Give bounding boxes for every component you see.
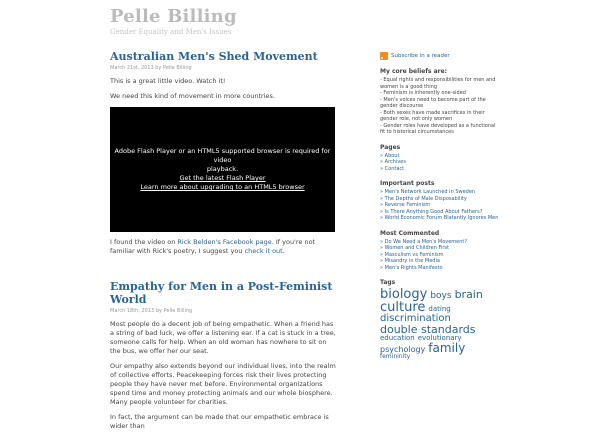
- video-message: Adobe Flash Player or an HTML5 supported browser is required for video: [114, 147, 331, 164]
- page-link-about[interactable]: » About: [380, 152, 400, 159]
- beliefs-widget: [380, 68, 500, 136]
- subscribe-link[interactable]: Subscribe in a reader: [391, 53, 450, 59]
- important-post-link[interactable]: » World Economic Forum Blatantly Ignores Men: [380, 215, 499, 221]
- post-title-link[interactable]: Empathy for Men in a Post-Feminist World: [110, 280, 333, 306]
- belief-item: - Men's voices need to become part of the gender discourse: [380, 96, 486, 109]
- post-paragraph: This is a great little video. Watch it!: [110, 77, 226, 85]
- post-paragraph: We need this kind of movement in more countries.: [110, 92, 275, 100]
- site-title[interactable]: Pelle Billing: [110, 6, 237, 27]
- tag-link[interactable]: evolutionary: [417, 334, 462, 342]
- tag-link[interactable]: brain: [454, 288, 483, 301]
- tag-link[interactable]: family: [428, 341, 466, 355]
- widget-title: My core beliefs are:: [380, 68, 448, 75]
- tag-link[interactable]: double standards: [380, 323, 476, 336]
- belief-item: - Equal rights and responsibilities for men and women is a good thing: [380, 77, 496, 90]
- tag-link[interactable]: femininity: [380, 353, 411, 360]
- commented-post-link[interactable]: » Women and Children First: [380, 245, 449, 251]
- main-content: [110, 50, 337, 437]
- html5-upgrade-link[interactable]: Learn more about upgrading to an HTML5 browser: [140, 183, 305, 191]
- page-link-contact[interactable]: » Contact: [380, 165, 405, 172]
- flash-player-link[interactable]: Get the latest Flash Player: [179, 174, 266, 182]
- text: . If you're not familiar with Rick's poetry, I suggest you: [110, 238, 316, 255]
- rss-subscribe[interactable]: [380, 52, 500, 60]
- tag-link[interactable]: education: [380, 334, 415, 342]
- belief-item: - Gender roles have developed as a functional fit to historical circumstances: [380, 122, 496, 135]
- video-message-cont: playback.: [206, 165, 239, 173]
- post-meta: March 18th, 2013 by Pelle Billing: [110, 308, 193, 314]
- post-title-link[interactable]: Australian Men's Shed Movement: [110, 50, 318, 63]
- tag-cloud: [380, 288, 500, 360]
- text: I found the video on: [110, 238, 178, 246]
- check-it-out-link[interactable]: check it out: [244, 247, 283, 255]
- tag-link[interactable]: dating: [428, 305, 451, 313]
- important-post-link[interactable]: » Men's Network Launched in Sweden: [380, 189, 476, 195]
- site-header: [110, 6, 237, 36]
- important-post-link[interactable]: » The Depths of Male Disposability: [380, 195, 467, 202]
- widget-title: Important posts: [380, 180, 435, 187]
- tag-link[interactable]: culture: [380, 300, 426, 315]
- widget-title: Pages: [380, 143, 401, 151]
- tag-link[interactable]: discrimination: [380, 313, 451, 324]
- post-paragraph: Most people do a decent job of being empathetic. When a friend has a string of bad luck, we offer a listening ear. If a cat is stuck in a tree, someone calls for help. When an old woman has nowhere to sit on the bus, we offer her our seat.: [110, 320, 336, 355]
- belief-item: - Both sexes have made sacrifices in their gender role, not only women: [380, 109, 485, 122]
- rss-icon[interactable]: [380, 52, 388, 60]
- tags-widget: [380, 279, 500, 360]
- commented-post-link[interactable]: » Masculism vs Feminism: [380, 251, 444, 258]
- important-post-link[interactable]: » Is There Anything Good About Fathers?: [380, 208, 483, 215]
- post-paragraph: [110, 238, 337, 256]
- post-meta: March 21st, 2013 by Pelle Billing: [110, 65, 192, 71]
- important-posts-widget: [380, 180, 500, 222]
- belief-item: - Feminism is inherently one-sided: [380, 90, 466, 96]
- most-commented-widget: [380, 230, 500, 272]
- tag-link[interactable]: biology: [380, 287, 428, 302]
- tag-link[interactable]: psychology: [380, 345, 426, 354]
- page-link-archives[interactable]: » Archives: [380, 159, 406, 165]
- text: .: [282, 247, 285, 255]
- facebook-link[interactable]: Rick Belden's Facebook page: [177, 238, 272, 246]
- widget-title: Tags: [380, 279, 396, 286]
- post-title[interactable]: [110, 50, 337, 63]
- sidebar: [380, 52, 500, 360]
- post: [110, 50, 337, 256]
- pages-widget: [380, 144, 500, 173]
- commented-post-link[interactable]: » Do We Need a Men's Movement?: [380, 238, 468, 245]
- video-player[interactable]: [110, 107, 335, 232]
- post-paragraph: Our empathy also extends beyond our individual lives, into the realm of collective efforts. Peacekeeping forces risk their lives protecting people they have never met before. Environmental organizations spend time and money protecting animals and our whole biosphere. Many people volunteer for charities.: [110, 362, 336, 406]
- important-post-link[interactable]: » Reverse Feminism: [380, 202, 431, 208]
- post-paragraph: In fact, the argument can be made that our empathetic embrace is wider than: [110, 413, 329, 430]
- commented-post-link[interactable]: » Misandry in the Media: [380, 258, 440, 264]
- widget-title: Most Commented: [380, 229, 440, 237]
- tag-link[interactable]: boys: [430, 291, 452, 301]
- commented-post-link[interactable]: » Men's Rights Manifesto: [380, 264, 443, 271]
- post-title[interactable]: [110, 280, 337, 306]
- site-tagline: Gender Equality and Men's Issues: [110, 28, 232, 36]
- post: [110, 280, 337, 431]
